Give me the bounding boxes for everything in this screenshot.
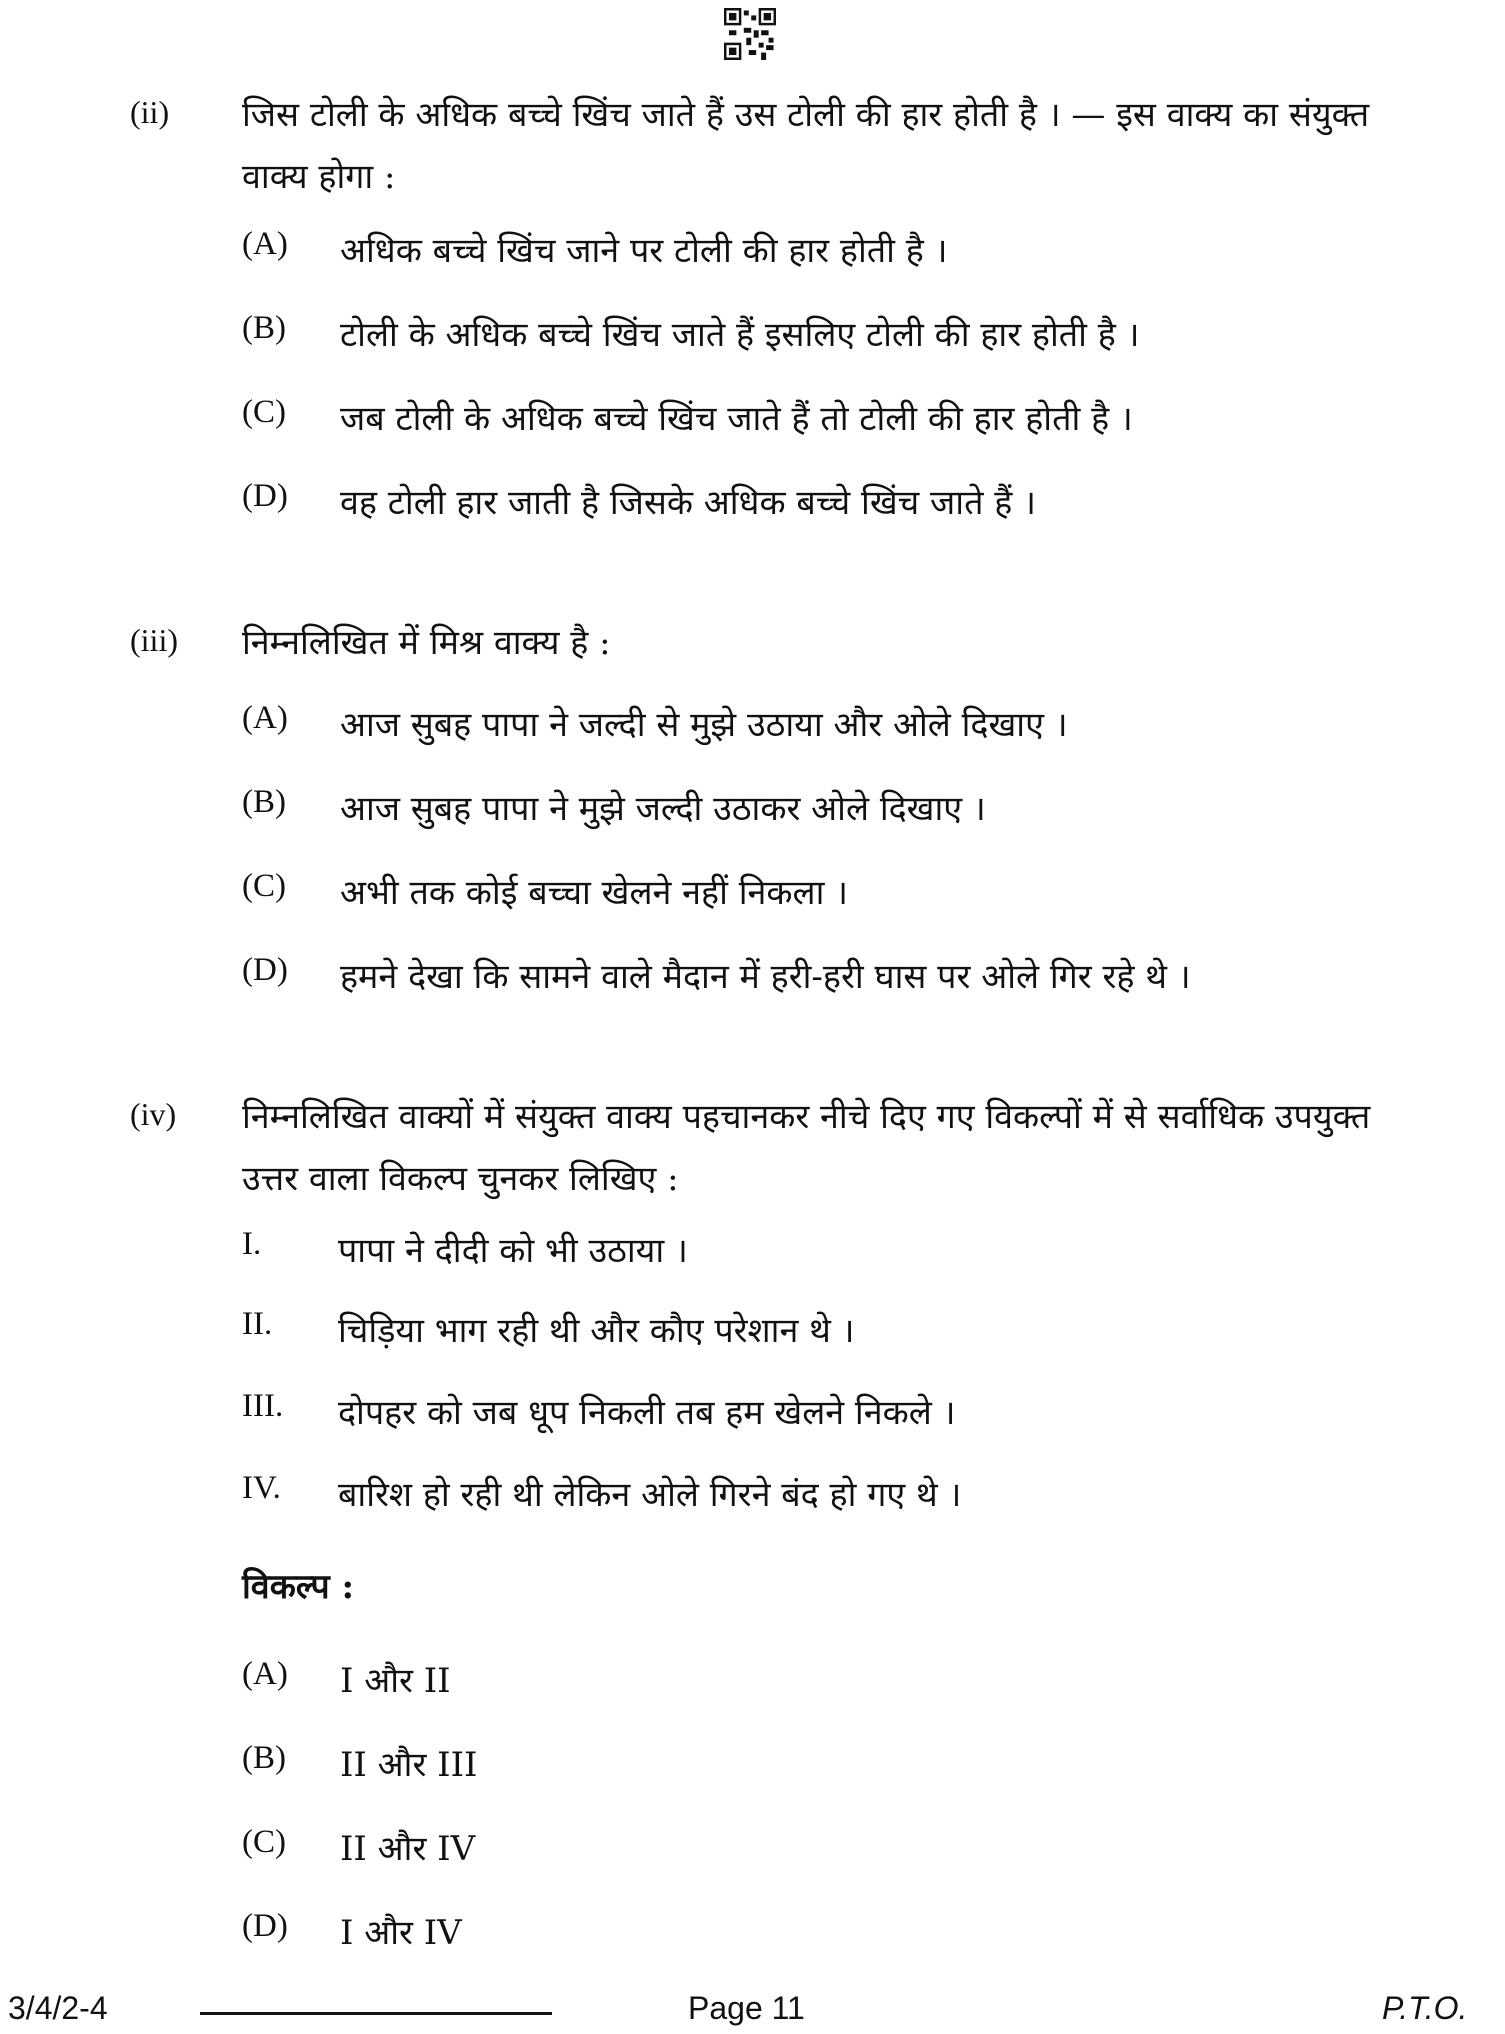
question-number: (iii) (130, 622, 178, 658)
option-label: (D) (242, 1908, 288, 1944)
option-b (242, 784, 1402, 834)
option-a (242, 700, 1402, 750)
option-d (242, 952, 1402, 1002)
paper-code: 3/4/2-4 (8, 1990, 108, 2026)
statement-text: चिड़िया भाग रही थी और कौए परेशान थे । (338, 1311, 855, 1351)
vikalp-heading: विकल्प : (242, 1567, 355, 1607)
option-b (242, 310, 1402, 360)
option-label: (D) (242, 478, 288, 514)
option-label: (B) (242, 310, 286, 346)
option-text: अधिक बच्चे खिंच जाने पर टोली की हार होती है । (340, 231, 948, 271)
question-stem: निम्नलिखित वाक्यों में संयुक्त वाक्य पहचानकर नीचे दिए गए विकल्पों में से सर्वाधिक उपयुक्त उत्तर वाला विकल्प चुनकर लिखिए : (242, 1097, 1371, 1199)
statement-label: II. (242, 1306, 273, 1342)
option-text: I और IV (340, 1913, 462, 1953)
statement-ii (242, 1306, 1402, 1356)
statement-iii (242, 1388, 1402, 1438)
option-text: अभी तक कोई बच्चा खेलने नहीं निकला । (340, 873, 849, 913)
option-b (242, 1740, 1402, 1790)
statement-text: दोपहर को जब धूप निकली तब हम खेलने निकले । (338, 1393, 956, 1433)
statement-label: I. (242, 1226, 262, 1262)
option-label: (A) (242, 700, 288, 736)
option-a (242, 1656, 1402, 1706)
option-text: जब टोली के अधिक बच्चे खिंच जाते हैं तो टोली की हार होती है । (340, 399, 1133, 439)
question-number: (iv) (130, 1096, 177, 1132)
question-stem: जिस टोली के अधिक बच्चे खिंच जाते हैं उस टोली की हार होती है । — इस वाक्य का संयुक्त वाक्य होगा : (242, 95, 1370, 197)
statement-iv (242, 1470, 1402, 1520)
statement-label: III. (242, 1388, 284, 1424)
option-label: (C) (242, 1824, 286, 1860)
option-c (242, 1824, 1402, 1874)
option-label: (B) (242, 1740, 286, 1776)
option-d (242, 478, 1402, 528)
page-number: Page 11 (688, 1990, 805, 2026)
statement-text: बारिश हो रही थी लेकिन ओले गिरने बंद हो गए थे । (338, 1475, 962, 1515)
pto-label: P.T.O. (1382, 1990, 1468, 2026)
statement-text: पापा ने दीदी को भी उठाया । (338, 1231, 688, 1271)
option-label: (D) (242, 952, 288, 988)
option-text: II और III (340, 1745, 478, 1785)
statement-label: IV. (242, 1470, 281, 1506)
statement-i (242, 1226, 1402, 1276)
option-text: हमने देखा कि सामने वाले मैदान में हरी-हरी घास पर ओले गिर रहे थे । (340, 957, 1191, 997)
option-text: I और II (340, 1661, 451, 1701)
option-d (242, 1908, 1402, 1958)
option-label: (C) (242, 394, 286, 430)
option-text: टोली के अधिक बच्चे खिंच जाते हैं इसलिए टोली की हार होती है । (340, 315, 1140, 355)
question-number: (ii) (130, 94, 170, 130)
option-label: (A) (242, 1656, 288, 1692)
option-c (242, 868, 1402, 918)
option-text: II और IV (340, 1829, 476, 1869)
option-text: आज सुबह पापा ने मुझे जल्दी उठाकर ओले दिखाए । (340, 789, 986, 829)
page-footer (0, 1990, 1505, 2030)
option-label: (C) (242, 868, 286, 904)
option-a (242, 226, 1402, 276)
qr-code-icon (724, 8, 776, 60)
option-c (242, 394, 1402, 444)
question-stem: निम्नलिखित में मिश्र वाक्य है : (242, 623, 611, 663)
option-text: वह टोली हार जाती है जिसके अधिक बच्चे खिंच जाते हैं । (340, 483, 1036, 523)
option-label: (B) (242, 784, 286, 820)
option-label: (A) (242, 226, 288, 262)
footer-rule (200, 2012, 552, 2015)
option-text: आज सुबह पापा ने जल्दी से मुझे उठाया और ओले दिखाए । (340, 705, 1068, 745)
